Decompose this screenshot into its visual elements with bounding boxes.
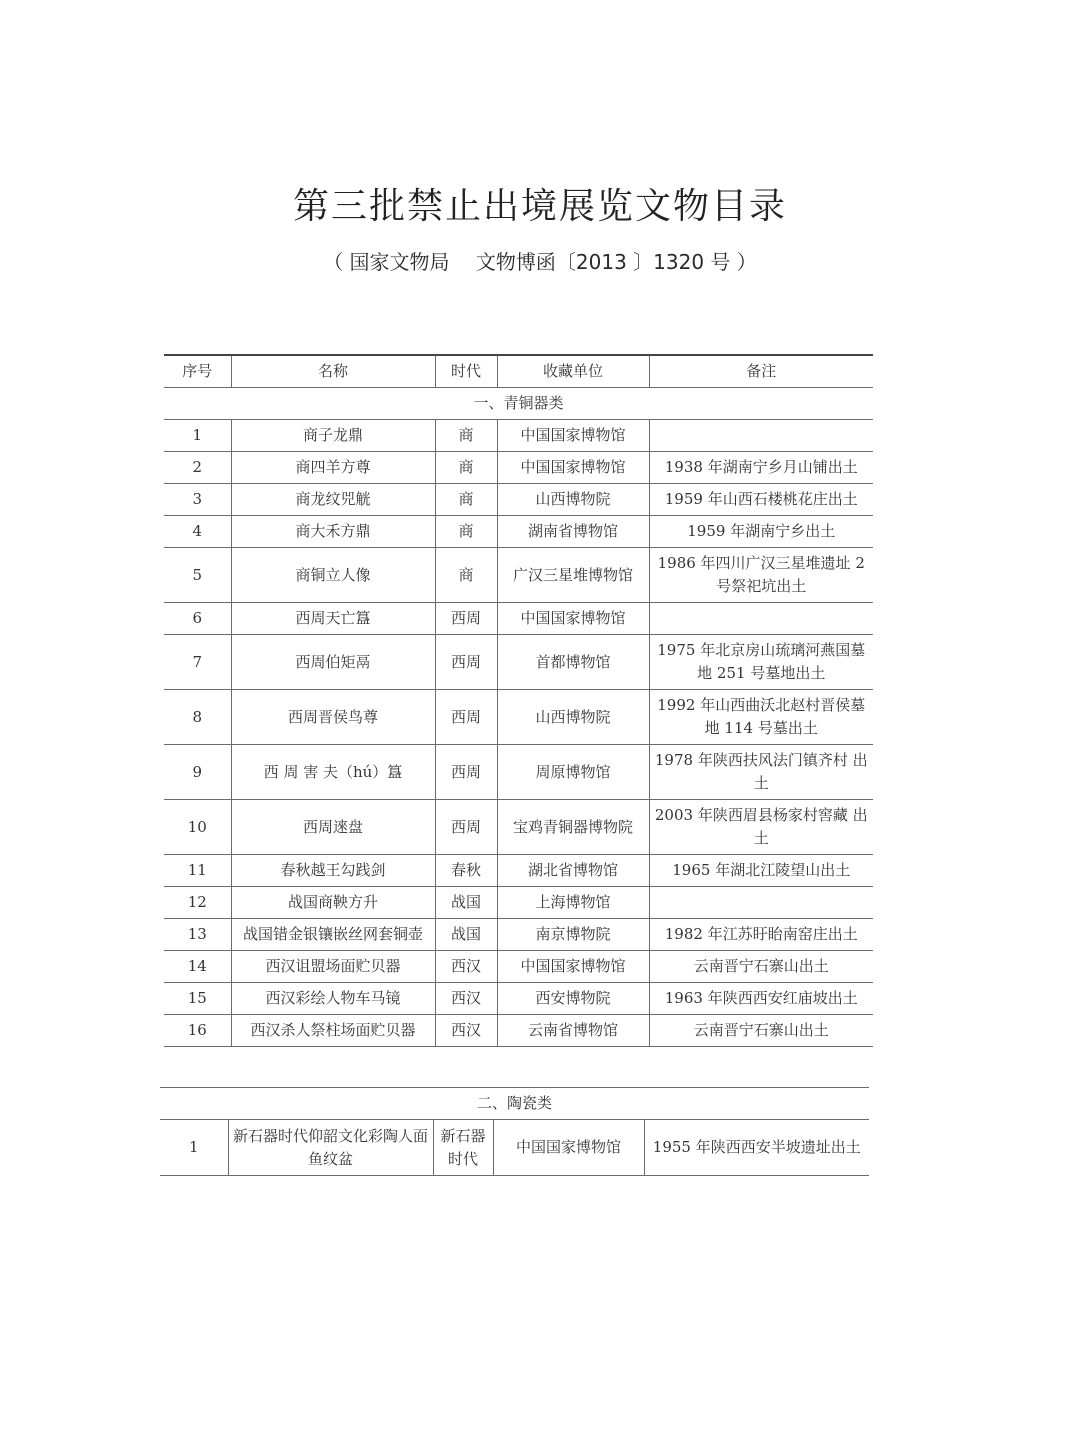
table-row	[164, 484, 873, 516]
relics-table	[164, 354, 873, 1047]
row-number: 15	[164, 983, 231, 1015]
remarks: 1982 年江苏盱眙南窑庄出土	[649, 919, 873, 951]
era: 西汉	[435, 1015, 497, 1047]
relic-name: 商龙纹兕觥	[231, 484, 435, 516]
holding-institution: 南京博物院	[497, 919, 649, 951]
holding-institution: 湖北省博物馆	[497, 855, 649, 887]
remarks: 1992 年山西曲沃北赵村晋侯墓 地 114 号墓出土	[649, 690, 873, 745]
row-number: 6	[164, 603, 231, 635]
table-row	[164, 745, 873, 800]
table-row	[160, 1120, 869, 1176]
remarks: 云南晋宁石寨山出土	[649, 1015, 873, 1047]
remarks: 1986 年四川广汉三星堆遗址 2 号祭祀坑出土	[649, 548, 873, 603]
relic-name: 商子龙鼎	[231, 420, 435, 452]
remarks: 1959 年山西石楼桃花庄出土	[649, 484, 873, 516]
holding-institution: 湖南省博物馆	[497, 516, 649, 548]
row-number: 3	[164, 484, 231, 516]
relic-name: 西 周 害 夫（hú）簋	[231, 745, 435, 800]
table-row	[164, 887, 873, 919]
remarks: 云南晋宁石寨山出土	[649, 951, 873, 983]
remarks: 1963 年陕西西安红庙坡出土	[649, 983, 873, 1015]
holding-institution: 广汉三星堆博物馆	[497, 548, 649, 603]
ceramics-table	[160, 1087, 869, 1176]
remarks: 1965 年湖北江陵望山出土	[649, 855, 873, 887]
document-title: 第三批禁止出境展览文物目录	[292, 186, 787, 227]
era: 商	[435, 420, 497, 452]
relic-name: 商铜立人像	[231, 548, 435, 603]
row-number: 7	[164, 635, 231, 690]
holding-institution: 中国国家博物馆	[497, 452, 649, 484]
row-number: 4	[164, 516, 231, 548]
era: 春秋	[435, 855, 497, 887]
remarks: 1955 年陕西西安半坡遗址出土	[644, 1120, 869, 1176]
header-cell: 时代	[435, 355, 497, 388]
era: 西汉	[435, 951, 497, 983]
era: 商	[435, 516, 497, 548]
row-number: 12	[164, 887, 231, 919]
table-row	[164, 548, 873, 603]
remarks: 1975 年北京房山琉璃河燕国墓 地 251 号墓地出土	[649, 635, 873, 690]
relic-name: 新石器时代仰韶文化彩陶人面鱼纹盆	[228, 1120, 433, 1176]
relic-name: 西汉彩绘人物车马镜	[231, 983, 435, 1015]
header-cell: 序号	[164, 355, 231, 388]
header-cell: 收藏单位	[497, 355, 649, 388]
relic-name: 西周晋侯鸟尊	[231, 690, 435, 745]
section-header-row	[164, 388, 873, 420]
relic-name: 战国错金银镶嵌丝网套铜壶	[231, 919, 435, 951]
remarks: 2003 年陕西眉县杨家村窖藏 出土	[649, 800, 873, 855]
relic-name: 西周天亡簋	[231, 603, 435, 635]
holding-institution: 中国国家博物馆	[493, 1120, 644, 1176]
row-number: 1	[160, 1120, 228, 1176]
table-row	[164, 983, 873, 1015]
holding-institution: 云南省博物馆	[497, 1015, 649, 1047]
row-number: 8	[164, 690, 231, 745]
remarks	[649, 603, 873, 635]
holding-institution: 中国国家博物馆	[497, 603, 649, 635]
relic-name: 西周逨盘	[231, 800, 435, 855]
table-row	[164, 919, 873, 951]
section-label: 一、青铜器类	[164, 388, 873, 420]
era: 商	[435, 484, 497, 516]
table-row	[164, 1015, 873, 1047]
table-row	[164, 635, 873, 690]
holding-institution: 周原博物馆	[497, 745, 649, 800]
relic-name: 商大禾方鼎	[231, 516, 435, 548]
holding-institution: 上海博物馆	[497, 887, 649, 919]
era: 西汉	[435, 983, 497, 1015]
era: 西周	[435, 745, 497, 800]
row-number: 14	[164, 951, 231, 983]
remarks: 1978 年陕西扶风法门镇齐村 出土	[649, 745, 873, 800]
document-subtitle: （ 国家文物局 文物博函〔2013 〕1320 号 ）	[323, 250, 757, 274]
holding-institution: 山西博物院	[497, 484, 649, 516]
remarks	[649, 887, 873, 919]
era: 西周	[435, 690, 497, 745]
era: 商	[435, 452, 497, 484]
remarks: 1938 年湖南宁乡月山铺出土	[649, 452, 873, 484]
table-row	[164, 855, 873, 887]
table-row	[164, 800, 873, 855]
table-row	[164, 951, 873, 983]
relic-name: 战国商鞅方升	[231, 887, 435, 919]
era: 战国	[435, 887, 497, 919]
row-number: 2	[164, 452, 231, 484]
table-row	[164, 420, 873, 452]
table-row	[164, 690, 873, 745]
row-number: 11	[164, 855, 231, 887]
era: 新石器时代	[433, 1120, 493, 1176]
table-row	[164, 516, 873, 548]
header-cell: 名称	[231, 355, 435, 388]
row-number: 10	[164, 800, 231, 855]
era: 西周	[435, 635, 497, 690]
holding-institution: 首都博物馆	[497, 635, 649, 690]
section-header-row	[160, 1088, 869, 1120]
relic-name: 西汉诅盟场面贮贝器	[231, 951, 435, 983]
table-row	[164, 452, 873, 484]
holding-institution: 中国国家博物馆	[497, 951, 649, 983]
row-number: 13	[164, 919, 231, 951]
era: 战国	[435, 919, 497, 951]
relic-name: 商四羊方尊	[231, 452, 435, 484]
relic-name: 西汉杀人祭柱场面贮贝器	[231, 1015, 435, 1047]
relic-name: 春秋越王勾践剑	[231, 855, 435, 887]
holding-institution: 宝鸡青铜器博物院	[497, 800, 649, 855]
relic-name: 西周伯矩鬲	[231, 635, 435, 690]
row-number: 16	[164, 1015, 231, 1047]
era: 商	[435, 548, 497, 603]
row-number: 5	[164, 548, 231, 603]
remarks	[649, 420, 873, 452]
remarks: 1959 年湖南宁乡出土	[649, 516, 873, 548]
holding-institution: 中国国家博物馆	[497, 420, 649, 452]
holding-institution: 西安博物院	[497, 983, 649, 1015]
table-header-row	[164, 355, 873, 388]
era: 西周	[435, 603, 497, 635]
holding-institution: 山西博物院	[497, 690, 649, 745]
era: 西周	[435, 800, 497, 855]
row-number: 9	[164, 745, 231, 800]
section-label: 二、陶瓷类	[160, 1088, 869, 1120]
row-number: 1	[164, 420, 231, 452]
table-row	[164, 603, 873, 635]
header-cell: 备注	[649, 355, 873, 388]
